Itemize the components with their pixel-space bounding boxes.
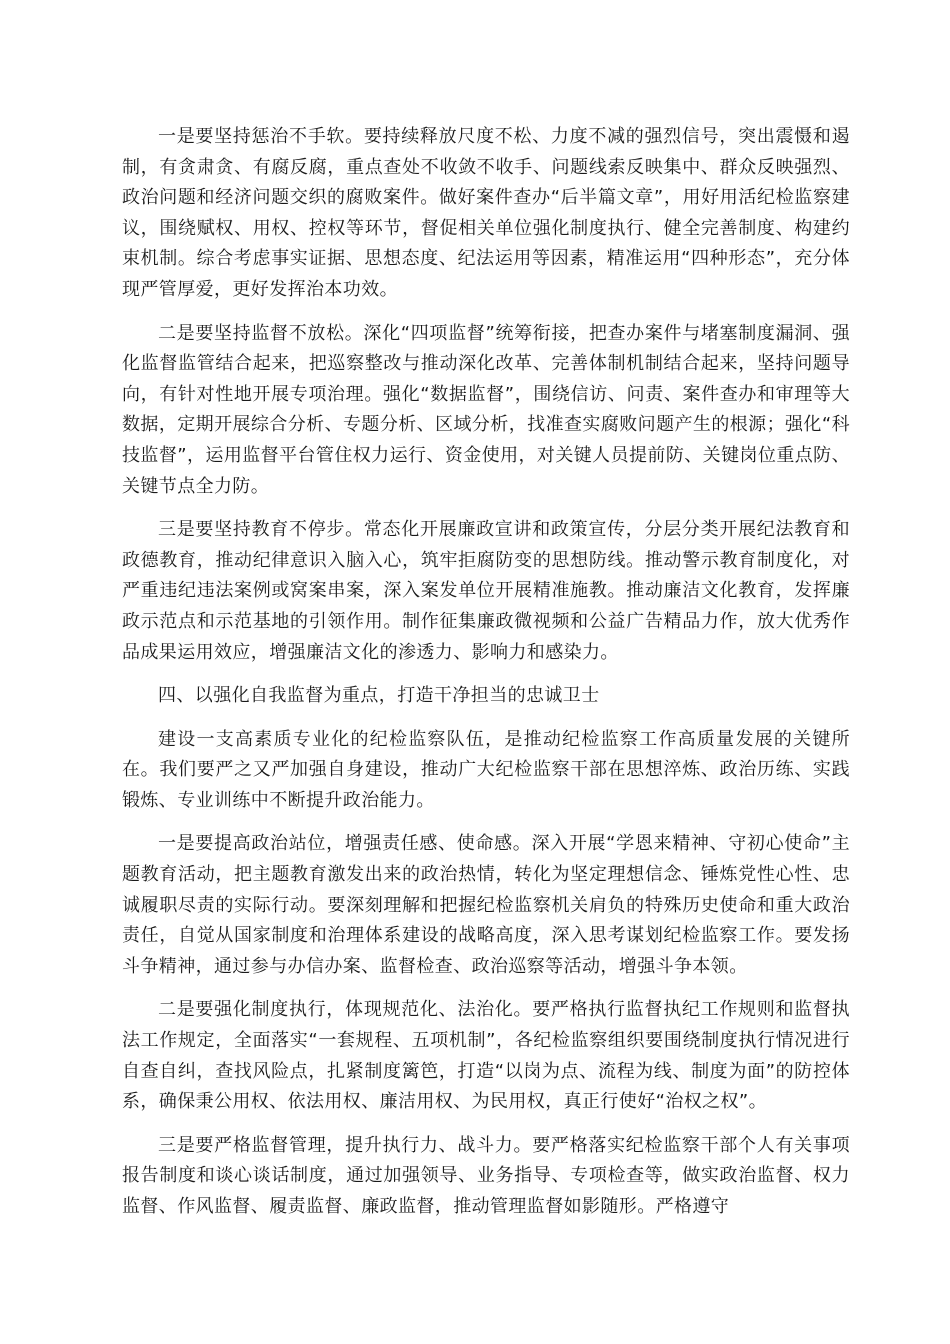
paragraph-punishment: 一是要坚持惩治不手软。要持续释放尺度不松、力度不减的强烈信号，突出震慑和遏制，有贪肃贪、有腐反腐，重点查处不收敛不收手、问题线索反映集中、群众反映强烈、政治问题和经济问题交织的腐败案件。做好案件查办“后半篇文章”，用好用活纪检监察建议，围绕赋权、用权、控权等环节，督促相关单位强化制度执行、健全完善制度、构建约束机制。综合考虑事实证据、思想态度、纪法运用等因素，精准运用“四种形态”，充分体现严管厚爱，更好发挥治本功效。 bbox=[122, 126, 850, 300]
paragraph-supervision: 二是要坚持监督不放松。深化“四项监督”统筹衔接，把查办案件与堵塞制度漏洞、强化监督监管结合起来，把巡察整改与推动深化改革、完善体制机制结合起来，坚持问题导向，有针对性地开展专项治理。强化“数据监督”，围绕信访、问责、案件查办和审理等大数据，定期开展综合分析、专题分析、区域分析，找准查实腐败问题产生的根源；强化“科技监督”，运用监督平台管住权力运行、资金使用，对关键人员提前防、关键岗位重点防、关键节点全力防。 bbox=[122, 322, 850, 497]
paragraph-team-building: 建设一支高素质专业化的纪检监察队伍，是推动纪检监察工作高质量发展的关键所在。我们要严之又严加强自身建设，推动广大纪检监察干部在思想淬炼、政治历练、实践锻炼、专业训练中不断提升政治能力。 bbox=[122, 728, 850, 811]
paragraph-education: 三是要坚持教育不停步。常态化开展廉政宣讲和政策宣传，分层分类开展纪法教育和政德教育，推动纪律意识入脑入心，筑牢拒腐防变的思想防线。推动警示教育制度化，对严重违纪违法案例或窝案串案，深入案发单位开展精准施教。推动廉洁文化教育，发挥廉政示范点和示范基地的引领作用。制作征集廉政微视频和公益广告精品力作，放大优秀作品成果运用效应，增强廉洁文化的渗透力、影响力和感染力。 bbox=[122, 519, 850, 663]
paragraph-system-execution: 二是要强化制度执行，体现规范化、法治化。要严格执行监督执纪工作规则和监督执法工作规定，全面落实“一套规程、五项机制”，各纪检监察组织要围绕制度执行情况进行自查自纠，查找风险点，扎紧制度篱笆，打造“以岗为点、流程为线、制度为面”的防控体系，确保秉公用权、依法用权、廉洁用权、为民用权，真正行使好“治权之权”。 bbox=[122, 999, 850, 1113]
paragraph-political-stance: 一是要提高政治站位，增强责任感、使命感。深入开展“学恩来精神、守初心使命”主题教育活动，把主题教育激发出来的政治热情，转化为坚定理想信念、锤炼党性心性、忠诚履职尽责的实际行动。要深刻理解和把握纪检监察机关肩负的特殊历史使命和重大政治责任，自觉从国家制度和治理体系建设的战略高度，深入思考谋划纪检监察工作。要发扬斗争精神，通过参与办信办案、监督检查、政治巡察等活动，增强斗争本领。 bbox=[122, 833, 850, 977]
section-heading: 四、以强化自我监督为重点，打造干净担当的忠诚卫士 bbox=[158, 685, 600, 707]
document-page bbox=[122, 122, 850, 1236]
paragraph-supervision-management: 三是要严格监督管理，提升执行力、战斗力。要严格落实纪检监察干部个人有关事项报告制度和谈心谈话制度，通过加强领导、业务指导、专项检查等，做实政治监督、权力监督、作风监督、履责监督、廉政监督，推动管理监督如影随形。严格遵守 bbox=[122, 1134, 850, 1217]
